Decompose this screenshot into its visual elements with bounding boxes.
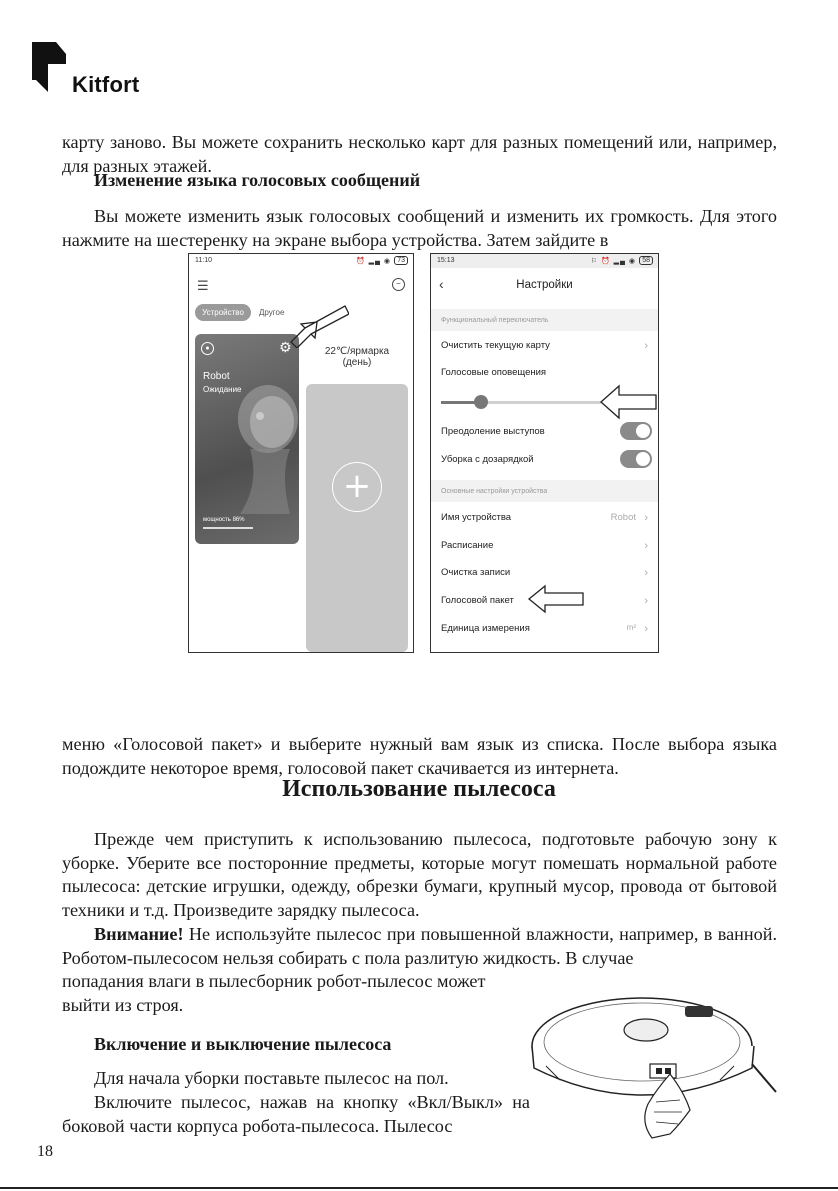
- row-recharge: [441, 454, 648, 465]
- volume-slider-knob[interactable]: [474, 395, 488, 409]
- device-name: Robot: [203, 371, 230, 382]
- row-clean-log[interactable]: [441, 567, 648, 578]
- user-icon[interactable]: ●: [201, 342, 214, 355]
- battery-indicator: 73: [394, 256, 408, 265]
- status-time-right: 15:13: [437, 257, 455, 264]
- section-functional: [431, 309, 658, 331]
- paragraph-language-intro: Вы можете изменить язык голосовых сообщений и изменить их громкость. Для этого нажмите на шестеренку на экране выбора устройства. Затем зайдите в: [62, 206, 777, 250]
- chevron-right-icon: ›: [644, 540, 648, 552]
- paragraph-voice-pack: меню «Голосовой пакет» и выберите нужный вам язык из списка. После выбора языка подождите некоторое время, голосовой пакет скачивается из интернета.: [62, 734, 777, 778]
- arrow-to-voice-pack-icon: [527, 584, 585, 614]
- weather-temp: 22℃/ярмарка: [324, 346, 390, 357]
- paragraph-map: карту заново. Вы можете сохранить несколько карт для разных помещений или, например, для разных этажей.: [62, 132, 777, 176]
- power-label: мощность 86%: [203, 517, 245, 523]
- row-units-label: Единица измерения: [441, 623, 530, 634]
- row-device-name-value: Robot: [610, 512, 636, 523]
- paragraph-warning: [62, 923, 777, 970]
- chevron-right-icon: ›: [644, 512, 648, 524]
- kitfort-logo: [32, 42, 152, 102]
- row-recharge-label: Уборка с дозарядкой: [441, 454, 534, 465]
- recharge-toggle[interactable]: [620, 450, 652, 468]
- device-status: Ожидание: [203, 385, 242, 394]
- screenshot-settings: [430, 253, 659, 653]
- row-units-value: m²: [626, 623, 636, 632]
- robot-head-illustration: [220, 374, 299, 514]
- heading-language: Изменение языка голосовых сообщений: [94, 170, 421, 190]
- paragraph-place: Для начала уборки поставьте пылесос на пол.: [94, 1068, 449, 1088]
- status-icons: ⏰ ▂▄ ◉: [355, 258, 391, 265]
- heading-usage: Использование пылесоса: [282, 776, 556, 802]
- add-device-plus-icon[interactable]: +: [332, 462, 382, 512]
- brand-name: Kitfort: [72, 72, 140, 97]
- heading-power: Включение и выключение пылесоса: [94, 1034, 392, 1054]
- section-functional-label: Функциональный переключатель: [441, 317, 549, 324]
- row-obstacles: [441, 426, 648, 437]
- arrow-to-gear-icon: [287, 302, 349, 348]
- chevron-right-icon: ›: [644, 340, 648, 352]
- bottom-rule: [0, 1187, 838, 1189]
- status-time: 11:10: [195, 257, 212, 264]
- warning-label: Внимание!: [94, 924, 184, 944]
- weather-sub: (день): [342, 357, 372, 368]
- row-schedule[interactable]: [441, 540, 648, 551]
- weather-text: [311, 346, 403, 368]
- gear-icon[interactable]: ⚙: [279, 339, 292, 355]
- row-device-name-label: Имя устройства: [441, 512, 512, 523]
- menu-icon[interactable]: ☰: [197, 278, 209, 293]
- volume-slider[interactable]: [441, 401, 601, 404]
- status-bar-right: [431, 254, 658, 268]
- section-basic: [431, 480, 658, 502]
- page-number: 18: [37, 1143, 53, 1160]
- row-clean-log-label: Очистка записи: [441, 567, 511, 578]
- paragraph-switch-on: Включите пылесос, нажав на кнопку «Вкл/Выкл» на боковой части корпуса робота-пылесоса. Пылесос: [62, 1092, 530, 1136]
- row-device-name[interactable]: [441, 512, 648, 523]
- row-clear-map-label: Очистить текущую карту: [441, 340, 550, 351]
- tab-other[interactable]: Другое: [259, 308, 285, 317]
- paragraph-warning-cont: попадания влаги в пылесборник робот-пылесос может выйти из строя.: [62, 971, 486, 1015]
- status-bar: [189, 254, 413, 268]
- row-obstacles-label: Преодоление выступов: [441, 426, 545, 437]
- row-clear-map[interactable]: [441, 340, 648, 351]
- row-units[interactable]: [441, 623, 648, 634]
- obstacles-toggle[interactable]: [620, 422, 652, 440]
- tab-device[interactable]: Устройство: [195, 304, 251, 321]
- paragraph-prepare: Прежде чем приступить к использованию пылесоса, подготовьте рабочую зону к уборке. Уберите все посторонние предметы, которые могут помешать нормальной работе пылесоса: детские игрушки, одежду, обрезки бумаги, крупный мусор, провода от бытовой техники и т.д. Произведите зарядку пылесоса.: [62, 829, 777, 920]
- section-basic-label: Основные настройки устройства: [441, 488, 548, 495]
- power-bar: [203, 527, 253, 529]
- device-card[interactable]: [195, 334, 299, 544]
- row-schedule-label: Расписание: [441, 540, 494, 551]
- chevron-right-icon: ›: [644, 623, 648, 635]
- status-icons-right: ⚐ ⏰ ▂▄ ◉: [590, 258, 636, 265]
- arrow-to-slider-icon: [599, 384, 657, 420]
- chevron-right-icon: ›: [644, 567, 648, 579]
- robot-vacuum-illustration: [520, 972, 785, 1144]
- back-chevron-icon[interactable]: ‹: [439, 276, 444, 292]
- row-voice-alerts: [441, 367, 648, 378]
- warning-text: Не используйте пылесос при повышенной влажности, например, в ванной. Роботом-пылесосом нельзя собирать с пола разлитую жидкость. В случае: [62, 924, 777, 968]
- settings-title: Настройки: [516, 279, 573, 291]
- screenshot-device-selection: [188, 253, 414, 653]
- row-voice-alerts-label: Голосовые оповещения: [441, 367, 547, 378]
- message-icon[interactable]: –: [392, 278, 405, 291]
- battery-indicator-right: 58: [639, 256, 653, 265]
- row-voice-pack-label: Голосовой пакет: [441, 595, 514, 606]
- add-device-card[interactable]: [306, 384, 408, 652]
- chevron-right-icon: ›: [644, 595, 648, 607]
- kitfort-logo-mark: [32, 42, 66, 92]
